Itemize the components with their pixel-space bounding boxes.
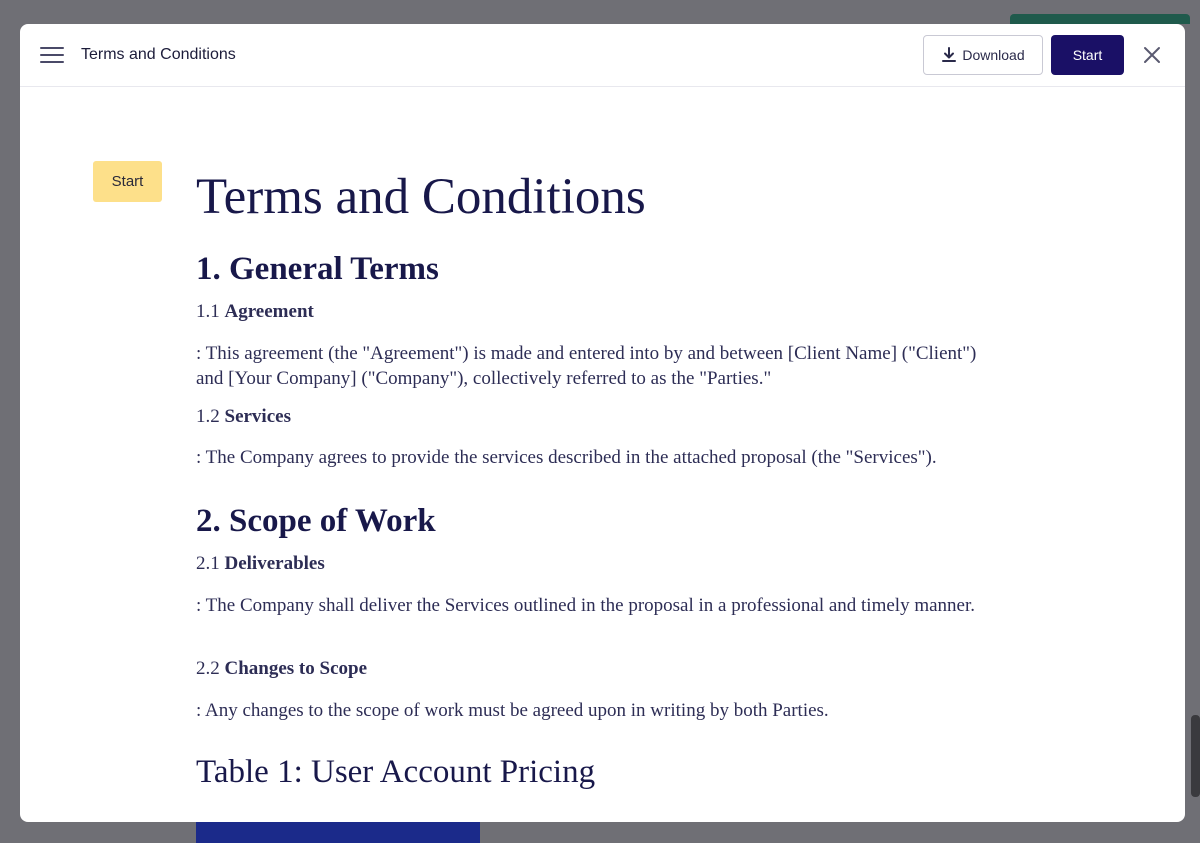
subsection-title: Services [224, 406, 291, 427]
section-heading: 2. Scope of Work [196, 503, 436, 539]
subsection-number: 1.1 [196, 301, 220, 322]
download-icon [941, 47, 957, 63]
backdrop-table-header [196, 821, 480, 843]
subsection-heading [196, 301, 314, 323]
subsection-number: 1.2 [196, 406, 220, 427]
paragraph: : The Company shall deliver the Services outlined in the proposal in a professional and timely manner. [196, 595, 975, 616]
document-content [20, 88, 1185, 822]
table-title: Table 1: User Account Pricing [196, 754, 596, 790]
download-button[interactable] [923, 35, 1043, 75]
start-tag[interactable]: Start [93, 161, 162, 202]
start-button[interactable]: Start [1051, 35, 1124, 75]
backdrop-accent-bar [1010, 14, 1190, 24]
subsection-title: Agreement [224, 301, 314, 322]
subsection-number: 2.2 [196, 658, 220, 679]
document-title: Terms and Conditions [196, 169, 646, 225]
subsection-title: Deliverables [224, 553, 325, 574]
paragraph: : The Company agrees to provide the services described in the attached proposal (the "Services"). [196, 447, 937, 468]
paragraph: : This agreement (the "Agreement") is made and entered into by and between [Client Name] ("Client") and [Your Company] ("Company"), collectively referred to as the "Parties." [196, 343, 977, 389]
close-icon[interactable] [1141, 44, 1163, 66]
header-title: Terms and Conditions [81, 46, 236, 63]
subsection-title: Changes to Scope [224, 658, 368, 679]
subsection-heading [196, 406, 291, 428]
subsection-heading [196, 658, 367, 680]
section-heading: 1. General Terms [196, 251, 439, 287]
backdrop-scrollbar-thumb[interactable] [1191, 715, 1200, 797]
subsection-number: 2.1 [196, 553, 220, 574]
document-modal [20, 24, 1185, 822]
hamburger-menu-icon[interactable] [40, 45, 64, 65]
modal-header [20, 24, 1185, 87]
paragraph: : Any changes to the scope of work must be agreed upon in writing by both Parties. [196, 700, 829, 721]
subsection-heading [196, 553, 325, 575]
download-button-label: Download [962, 47, 1025, 63]
